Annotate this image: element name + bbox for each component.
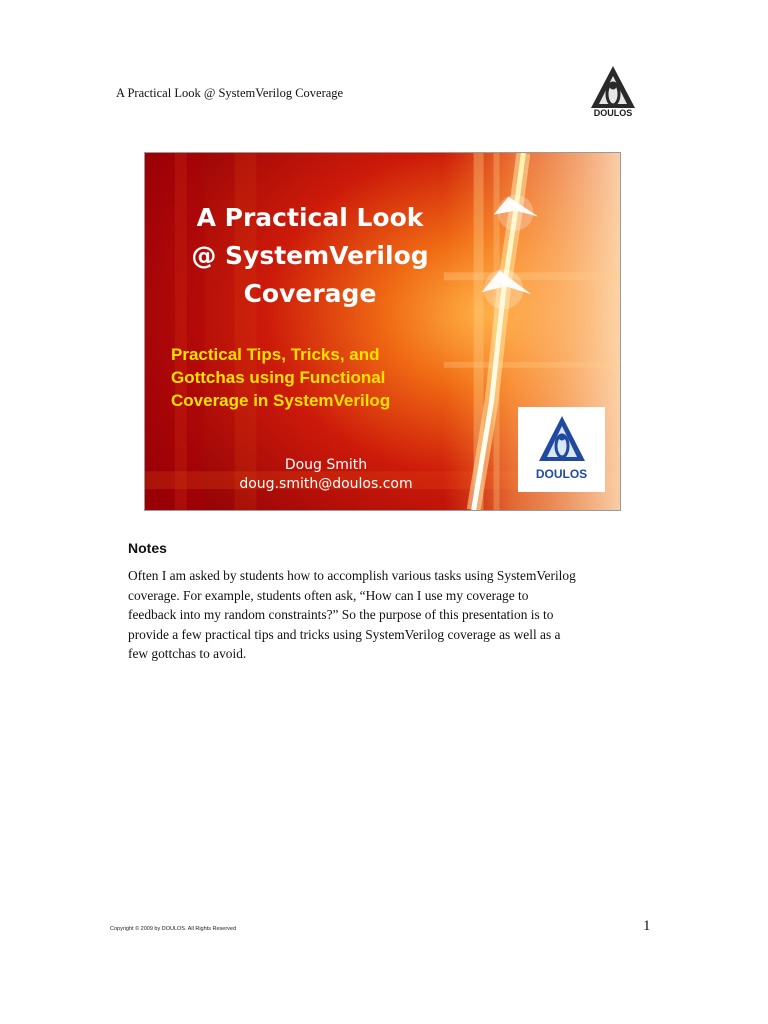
slide-title-line: A Practical Look <box>196 203 424 232</box>
title-slide <box>144 152 621 511</box>
page-number: 1 <box>643 918 651 934</box>
footer-copyright: Copyright © 2009 by DOULOS. All Rights Reserved <box>110 926 237 932</box>
document-header-title: A Practical Look @ SystemVerilog Coverage <box>116 86 344 100</box>
notes-line: feedback into my random constraints?” So the purpose of this presentation is to <box>128 607 554 622</box>
slide-title-line: @ SystemVerilog <box>191 241 429 270</box>
slide-subtitle-line: Gottchas using Functional <box>171 368 386 387</box>
slide-title-line: Coverage <box>243 279 377 308</box>
slide-subtitle-line: Coverage in SystemVerilog <box>171 391 391 410</box>
doulos-logo-icon <box>537 415 587 467</box>
notes-line: coverage. For example, students often ask, “How can I use my coverage to <box>128 587 529 603</box>
notes-line: Often I am asked by students how to accomplish various tasks using SystemVerilog <box>128 568 576 583</box>
notes-heading: Notes <box>128 540 167 556</box>
header-logo-text: DOULOS <box>593 108 633 118</box>
slide-email: doug.smith@doulos.com <box>239 476 413 492</box>
notes-line: few gottchas to avoid. <box>128 646 247 661</box>
slide-logo-text: DOULOS <box>535 467 588 481</box>
slide-subtitle-line: Practical Tips, Tricks, and <box>171 345 380 364</box>
slide-author: Doug Smith <box>284 457 368 473</box>
notes-line: provide a few practical tips and tricks using SystemVerilog coverage as well as a <box>128 626 561 642</box>
notes-body <box>128 566 648 664</box>
